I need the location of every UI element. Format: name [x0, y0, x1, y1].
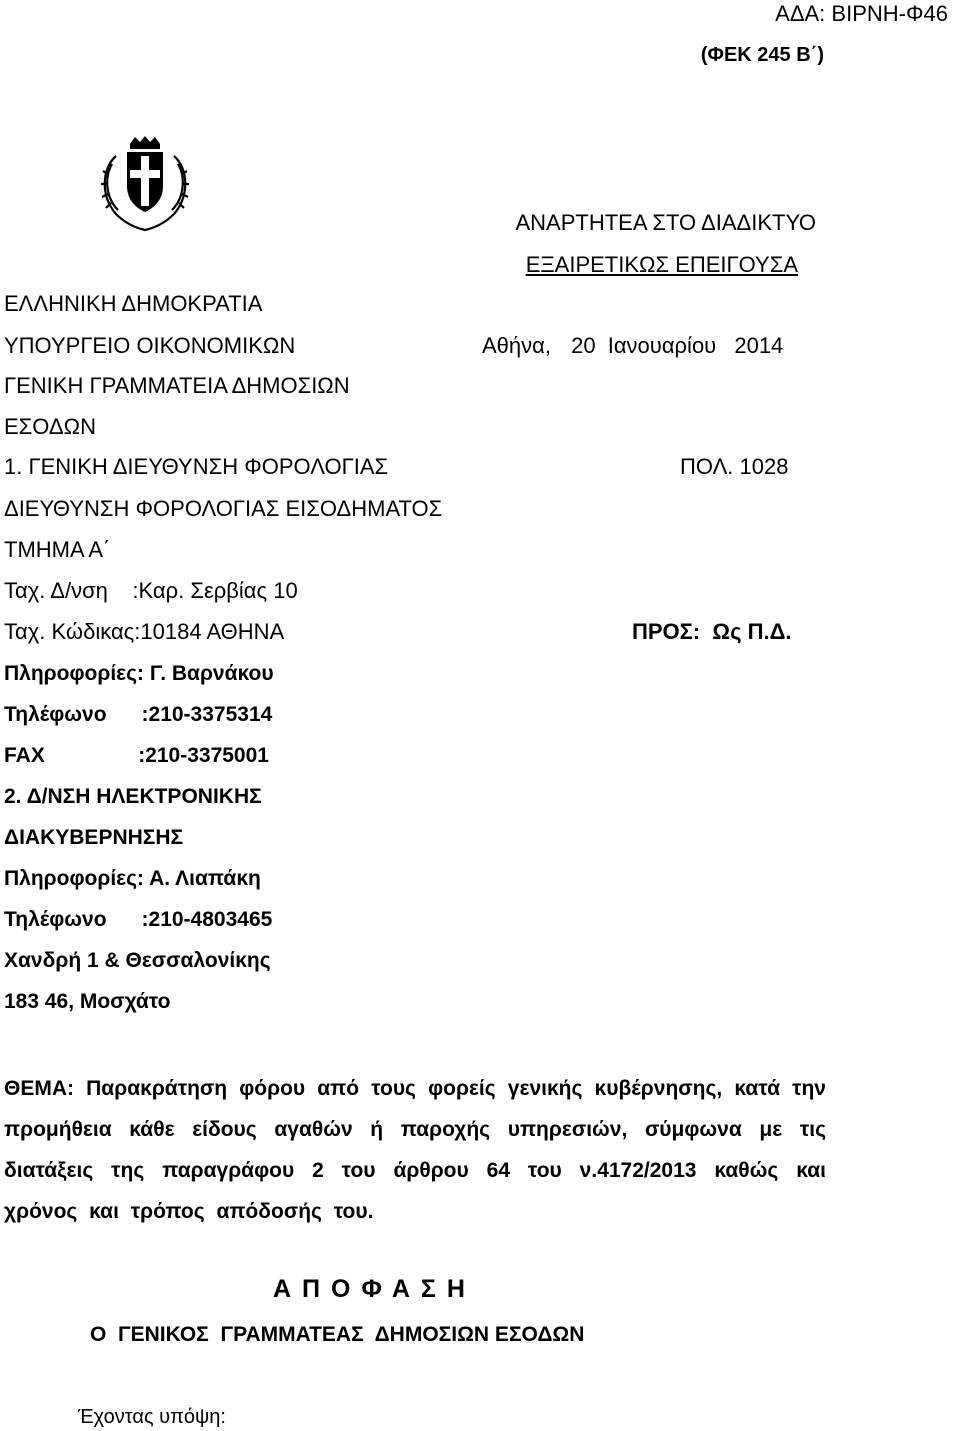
header-ministry: ΥΠΟΥΡΓΕΙΟ ΟΙΚΟΝΟΜΙΚΩΝ	[4, 333, 296, 358]
having-in-mind: Έχοντας υπόψη:	[78, 1406, 226, 1428]
posting-notice: ΑΝΑΡΤΗΤΕΑ ΣΤΟ ΔΙΑΔΙΚΤΥΟ	[515, 210, 816, 235]
decision-title: Α Π Ο Φ Α Σ Η	[273, 1275, 467, 1303]
fek-reference: (ΦΕΚ 245 Β΄)	[700, 44, 824, 66]
header-address: Ταχ. Δ/νση :Καρ. Σερβίας 10	[4, 578, 298, 603]
recipient: ΠΡΟΣ: Ως Π.Δ.	[632, 619, 792, 644]
header-directorate: ΔΙΕΥΘΥΝΣΗ ΦΟΡΟΛΟΓΙΑΣ ΕΙΣΟΔΗΜΑΤΟΣ	[4, 496, 443, 521]
subject-paragraph: ΘΕΜΑ: Παρακράτηση φόρου από τους φορείς γενικής κυβέρνησης, κατά την προμήθεια κάθε είδους αγαθών ή παροχής υπηρεσιών, σύμφωνα με τις διατάξεις της παραγράφου 2 του άρθρου 64 του ν.4172/2013 καθώς και χρόνος και τρόπος απόδοσής του.	[4, 1077, 826, 1223]
contact-directorate-2: 2. Δ/ΝΣΗ ΗΛΕΚΤΡΟΝΙΚΗΣ	[4, 785, 262, 808]
header-postal-code: Ταχ. Κώδικας:10184 ΑΘΗΝΑ	[4, 619, 285, 644]
coat-of-arms-icon	[96, 134, 194, 234]
document-date	[482, 333, 783, 359]
contact-phone-1: Τηλέφωνο :210-3375314	[4, 703, 273, 726]
ada-label: ΑΔΑ: ΒΙΡΝΗ-Φ46	[775, 1, 948, 26]
header-country: ΕΛΛΗΝΙΚΗ ΔΗΜΟΚΡΑΤΙΑ	[4, 291, 263, 316]
pol-number: ΠΟΛ. 1028	[680, 454, 789, 479]
contact-city: 183 46, Μοσχάτο	[4, 990, 171, 1013]
contact-info-2: Πληροφορίες: Α. Λιαπάκη	[4, 867, 261, 890]
contact-directorate-2-cont: ΔΙΑΚΥΒΕΡΝΗΣΗΣ	[4, 826, 184, 849]
contact-phone-2: Τηλέφωνο :210-4803465	[4, 908, 273, 931]
header-secretariat: ΓΕΝΙΚΗ ΓΡΑΜΜΑΤΕΙΑ ΔΗΜΟΣΙΩΝ	[4, 373, 350, 398]
date-city: Αθήνα,	[482, 333, 551, 358]
date-day: 20	[571, 333, 596, 358]
header-directorate-general: 1. ΓΕΝΙΚΗ ΔΙΕΥΘΥΝΣΗ ΦΟΡΟΛΟΓΙΑΣ	[4, 454, 389, 479]
secretary-general-title: Ο ΓΕΝΙΚΟΣ ΓΡΑΜΜΑΤΕΑΣ ΔΗΜΟΣΙΩΝ ΕΣΟΔΩΝ	[90, 1323, 585, 1346]
contact-address: Χανδρή 1 & Θεσσαλονίκης	[4, 949, 271, 972]
urgency-label: ΕΞΑΙΡΕΤΙΚΩΣ ΕΠΕΙΓΟΥΣΑ	[525, 252, 798, 277]
date-year: 2014	[734, 333, 784, 358]
contact-fax: FAX :210-3375001	[4, 744, 269, 767]
contact-info-1: Πληροφορίες: Γ. Βαρνάκου	[4, 662, 274, 685]
header-secretariat-cont: ΕΣΟΔΩΝ	[4, 414, 96, 439]
date-month: Ιανουαρίου	[607, 333, 717, 358]
header-section: ΤΜΗΜΑ Α΄	[4, 537, 111, 562]
